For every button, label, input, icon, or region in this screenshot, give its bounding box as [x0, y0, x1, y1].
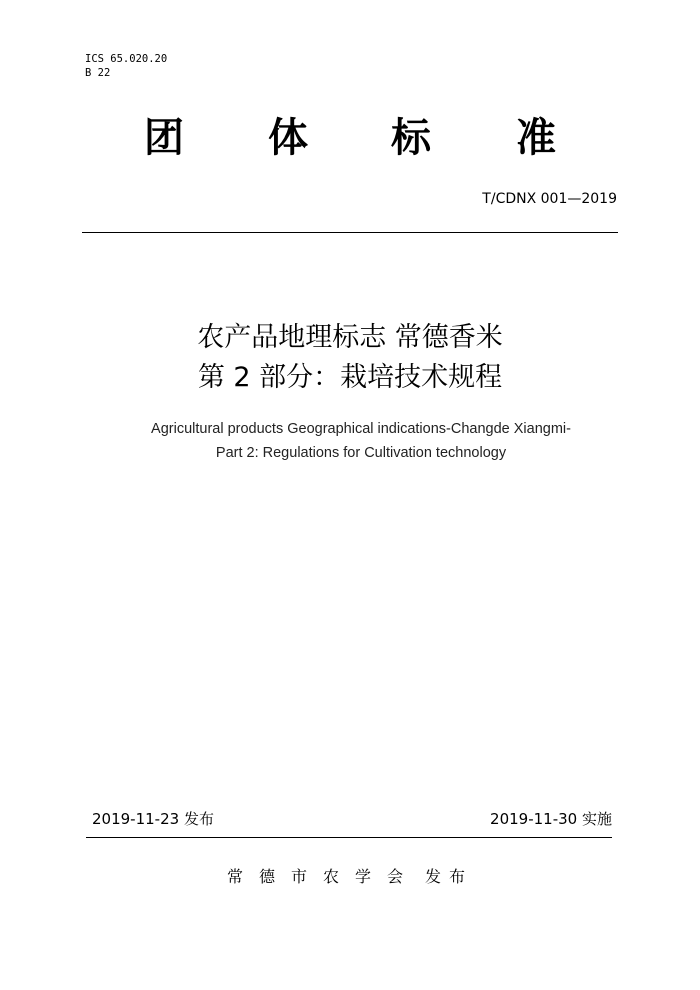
- publisher-line: [0, 865, 700, 889]
- publisher-org: 常德市农学会: [226, 867, 419, 886]
- banner-char-1: 团: [144, 114, 184, 161]
- banner-char-4: 准: [516, 114, 556, 161]
- issue-date: 2019-11-23 发布: [92, 810, 214, 828]
- implementation-date: 2019-11-30 实施: [490, 810, 612, 828]
- title-cn-line-2: 第 2 部分：栽培技术规程: [197, 362, 503, 393]
- title-en-line-1: Agricultural products Geographical indications-Changde Xiangmi-: [151, 421, 571, 437]
- title-en-line-2: Part 2: Regulations for Cultivation technology: [215, 445, 507, 461]
- publisher-action: 发布: [425, 867, 474, 886]
- banner-char-3: 标: [391, 114, 431, 161]
- header-divider: [82, 232, 618, 233]
- title-cn-line-1: 农产品地理标志 常德香米: [197, 322, 503, 353]
- banner-char-2: 体: [268, 114, 308, 161]
- classification-code: B 22: [85, 67, 111, 79]
- standard-number: T/CDNX 001—2019: [482, 191, 617, 207]
- ics-code: ICS 65.020.20: [85, 53, 168, 65]
- footer-divider: [86, 837, 612, 838]
